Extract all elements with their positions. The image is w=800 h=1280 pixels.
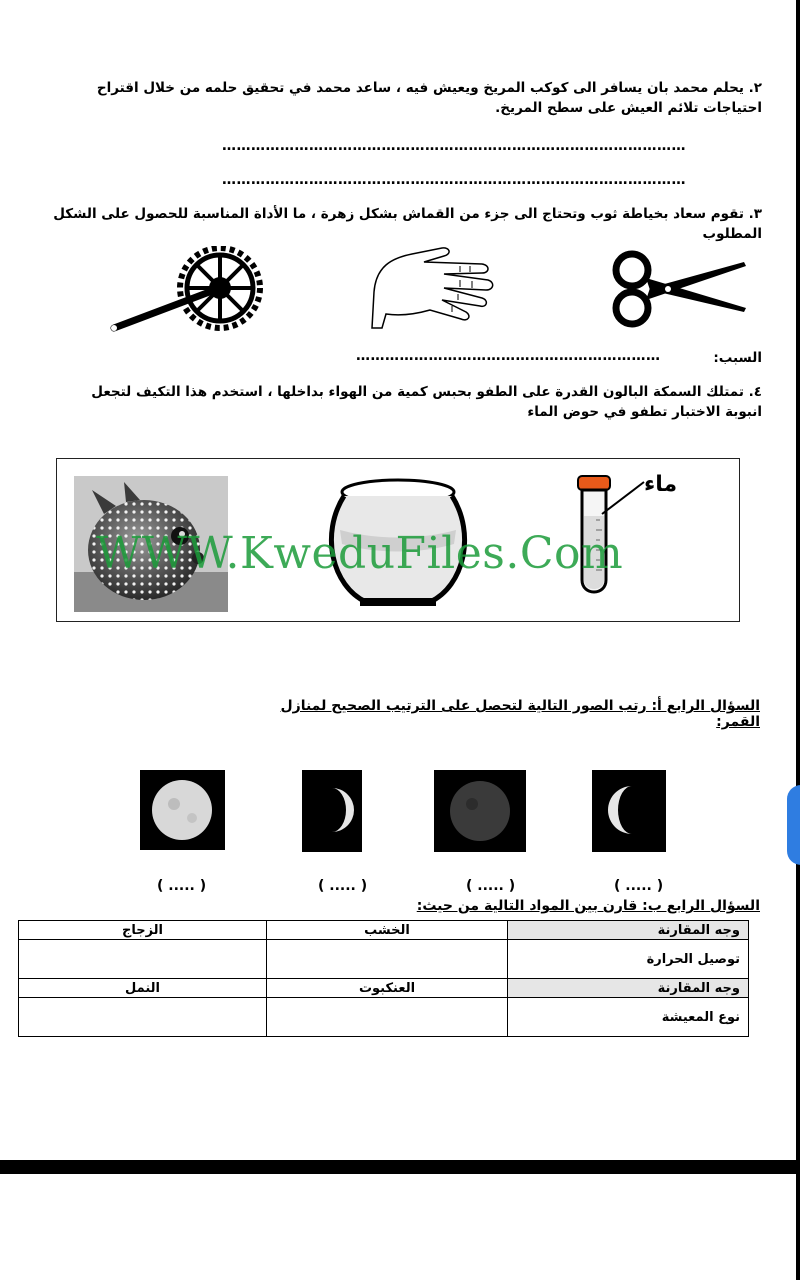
gear-crank-icon: [108, 246, 283, 336]
question-2: [40, 78, 762, 118]
answer-cell[interactable]: [267, 998, 508, 1037]
table-cell: وجه المقارنة: [508, 921, 749, 940]
moon-waning-crescent-image: [592, 770, 666, 852]
table-cell: وجه المقارنة: [508, 979, 749, 998]
question-2-text: يحلم محمد بان يسافر الى كوكب المريخ ويعيش فيه ، ساعد محمد في تحقيق حلمه من خلال اقتراح احتياجات تلائم العيش على سطح المريخ.: [96, 80, 762, 116]
table-row: [19, 921, 749, 940]
moon-blank-2[interactable]: ( ..... ): [318, 878, 368, 894]
question-4a-heading: السؤال الرابع أ: رتب الصور التالية لتحصل على الترتيب الصحيح لمنازل القمر:: [280, 698, 760, 730]
table-cell: الزجاج: [19, 921, 267, 940]
moon-blank-4[interactable]: ( ..... ): [614, 878, 664, 894]
scissors-icon: [606, 248, 756, 330]
table-cell: العنكبوت: [267, 979, 508, 998]
table-row: [19, 940, 749, 979]
moon-full-image: [140, 770, 225, 850]
moon-blank-1[interactable]: ( ..... ): [157, 878, 207, 894]
question-3-text: تقوم سعاد بخياطة ثوب وتحتاج الى جزء من القماش بشكل زهرة ، ما الأداة المناسبة للحصول على الشكل المطلوب: [53, 206, 762, 242]
watermark: WWW.KweduFiles.Com: [96, 528, 624, 579]
page-bottom-bar: [0, 1160, 800, 1174]
table-cell: الخشب: [267, 921, 508, 940]
water-label: ماء: [644, 472, 678, 497]
comparison-table: [18, 920, 749, 1037]
hand-icon: [364, 244, 496, 329]
answer-line-2[interactable]: ……………………………………………………………………………………: [222, 172, 686, 188]
moon-blank-3[interactable]: ( ..... ): [466, 878, 516, 894]
table-cell: النمل: [19, 979, 267, 998]
question-4-number: ٤.: [748, 384, 762, 400]
answer-cell[interactable]: [267, 940, 508, 979]
page-right-border: [796, 0, 800, 1280]
table-cell: نوع المعيشة: [508, 998, 749, 1037]
side-scroll-tab[interactable]: [787, 785, 800, 865]
answer-cell[interactable]: [19, 998, 267, 1037]
question-3: [20, 204, 762, 244]
question-4: [90, 382, 762, 422]
question-4b-heading: السؤال الرابع ب: قارن بين المواد التالية من حيث:: [416, 898, 760, 914]
reason-label: السبب:: [713, 350, 762, 366]
question-2-number: ٢.: [748, 80, 762, 96]
reason-line[interactable]: ………………………………………………………: [356, 348, 661, 364]
moon-new-image: [434, 770, 526, 852]
table-cell: توصيل الحرارة: [508, 940, 749, 979]
question-4-text: تمتلك السمكة البالون القدرة على الطفو بحبس كمية من الهواء بداخلها ، استخدم هذا التكيف لتجعل انبوبة الاختبار تطفو في حوض الماء: [91, 384, 762, 420]
moon-waxing-crescent-image: [302, 770, 362, 852]
question-3-number: ٣.: [748, 206, 762, 222]
table-row: [19, 979, 749, 998]
answer-line-1[interactable]: ……………………………………………………………………………………: [222, 138, 686, 154]
answer-cell[interactable]: [19, 940, 267, 979]
table-row: [19, 998, 749, 1037]
